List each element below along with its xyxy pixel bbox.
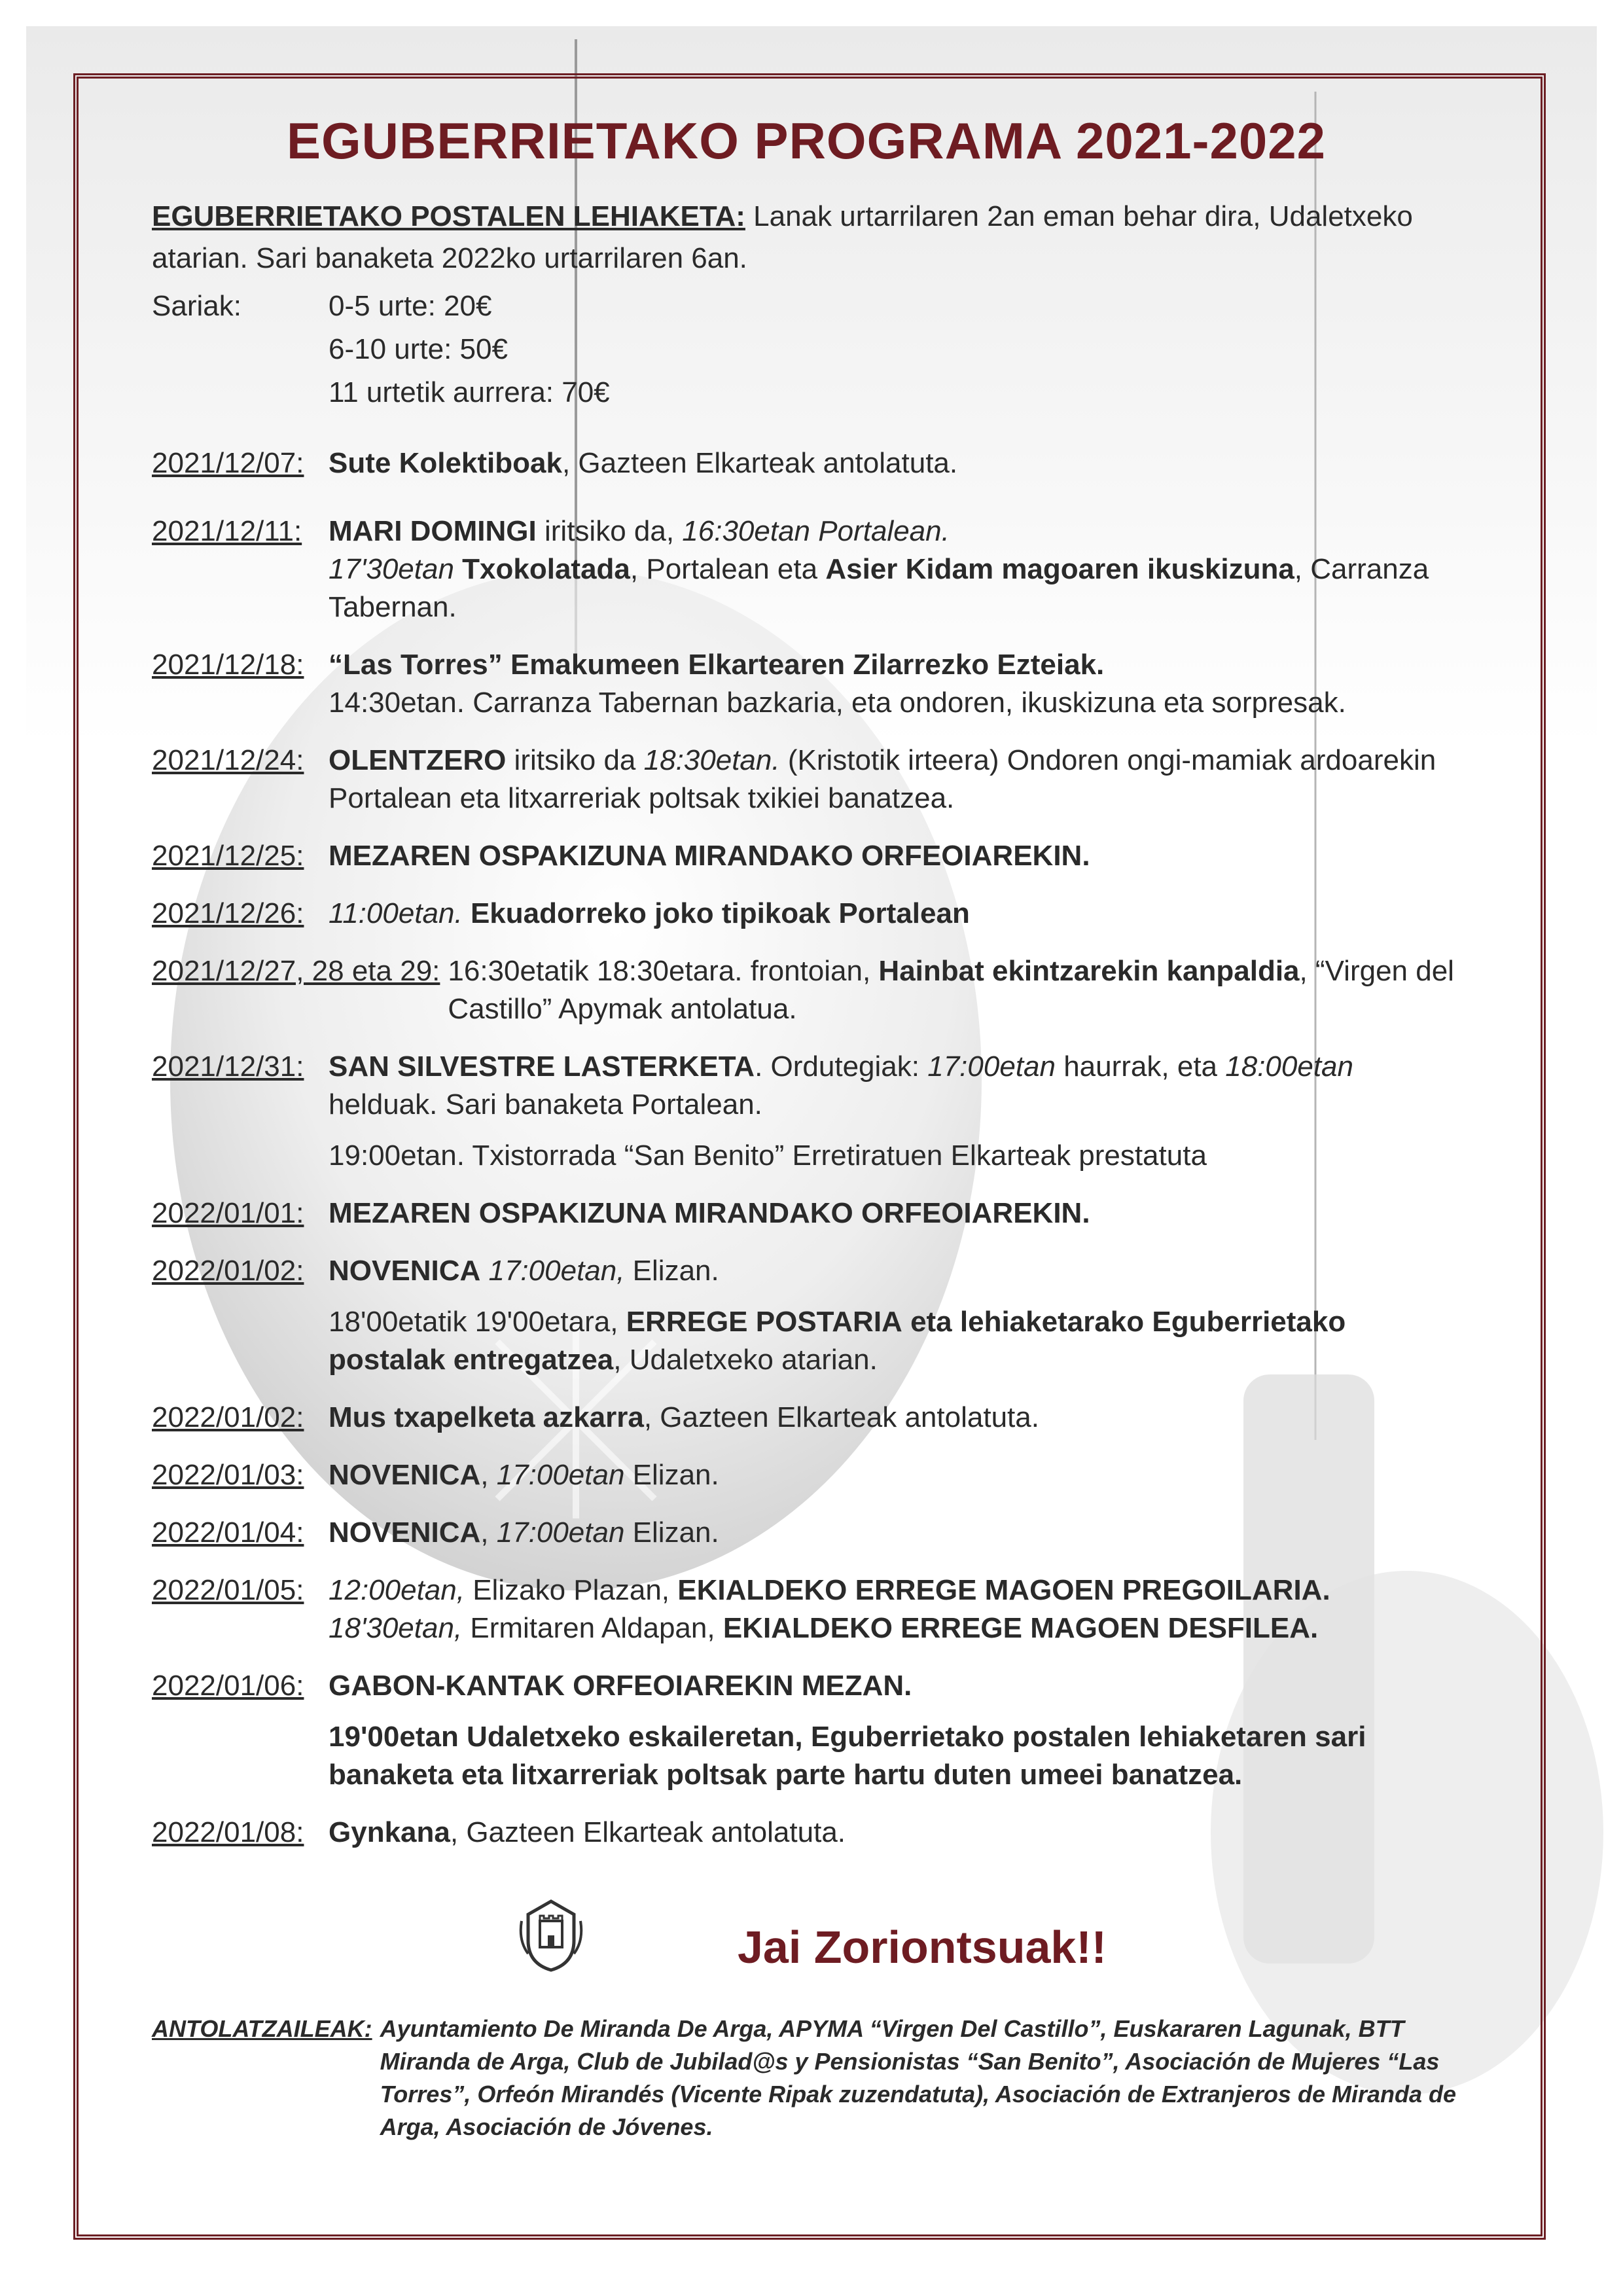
- event-row: [152, 1571, 1461, 1647]
- event-text: . Ordutegiak:: [755, 1050, 928, 1083]
- event-text: Elizan.: [624, 1255, 719, 1287]
- event-date: 2022/01/02:: [152, 1255, 304, 1287]
- footer-greeting: [152, 1895, 1461, 1973]
- event-paragraph: [329, 1571, 1461, 1647]
- event-paragraph: [329, 1814, 1461, 1852]
- event-text: 17'30etan: [329, 553, 454, 585]
- event-description: [329, 895, 1461, 933]
- event-text: MARI DOMINGI: [329, 515, 537, 547]
- event-text: Gynkana: [329, 1816, 450, 1848]
- event-paragraph: [329, 1399, 1461, 1437]
- event-row: [152, 646, 1461, 722]
- event-text: GABON-KANTAK ORFEOIAREKIN MEZAN.: [329, 1670, 912, 1702]
- event-paragraph: [329, 444, 1461, 482]
- event-text: , Carranza Tabernan.: [329, 553, 1429, 623]
- event-text: “Las Torres” Emakumeen Elkartearen Zilarrezko Ezteiak.: [329, 649, 1105, 681]
- event-row: [152, 1456, 1461, 1494]
- event-paragraph: [329, 1667, 1461, 1705]
- event-date: 2022/01/06:: [152, 1670, 304, 1702]
- event-text: Txokolatada: [462, 553, 630, 585]
- event-date: 2022/01/05:: [152, 1574, 304, 1606]
- event-row: [152, 512, 1461, 626]
- event-date: 2022/01/04:: [152, 1516, 304, 1549]
- event-text: Elizan.: [624, 1459, 719, 1491]
- event-text: MEZAREN OSPAKIZUNA MIRANDAKO ORFEOIAREKIN.: [329, 840, 1090, 872]
- event-row: [152, 895, 1461, 933]
- event-row: [152, 1194, 1461, 1232]
- organizers-text: Ayuntamiento De Miranda De Arga, APYMA “Virgen Del Castillo”, Euskararen Lagunak, BTT Miranda de Arga, Club de Jubilad@s y Pensionistas “San Benito”, Asociación de Mujeres “Las Torres”, Orfeón Mirandés (Vicente Ripak zuzendatuta), Asociación de Extranjeros de Miranda de Arga, Asociación de Jóvenes.: [380, 2015, 1457, 2140]
- event-text: 12:00etan,: [329, 1574, 465, 1606]
- event-text: iritsiko da,: [536, 515, 683, 547]
- prize-item: 6-10 urte: 50€: [329, 333, 508, 365]
- event-text: 18'00etatik 19'00etara,: [329, 1306, 626, 1338]
- event-text: ,: [480, 1516, 497, 1549]
- event-text: 14:30etan. Carranza Tabernan bazkaria, eta ondoren, ikuskizuna eta sorpresak.: [329, 687, 1346, 719]
- event-paragraph: [329, 1303, 1461, 1379]
- event-text: [902, 1306, 910, 1338]
- prizes-block: [152, 285, 1461, 414]
- event-text: 19'00etan Udaletxeko eskaileretan, Eguberrietako postalen lehiaketaren sari banaketa eta litxarreriak poltsak parte hartu duten umeei banatzea.: [329, 1721, 1366, 1791]
- event-text: 18:30etan.: [643, 744, 780, 776]
- event-description: [329, 1456, 1461, 1494]
- organizers: [152, 2013, 1461, 2144]
- event-text: Hainbat ekintzarekin kanpaldia: [878, 955, 1300, 987]
- event-row: [152, 444, 1461, 482]
- event-date: 2022/01/01:: [152, 1197, 304, 1229]
- event-description: [329, 1571, 1461, 1647]
- event-text: SAN SILVESTRE LASTERKETA: [329, 1050, 755, 1083]
- event-text: , Gazteen Elkarteak antolatuta.: [562, 447, 958, 479]
- event-paragraph: [329, 1048, 1461, 1124]
- event-row: [152, 1514, 1461, 1552]
- event-paragraph: [329, 1718, 1461, 1794]
- event-paragraph: [329, 1514, 1461, 1552]
- event-description: [329, 1048, 1461, 1175]
- event-text: Mus txapelketa azkarra: [329, 1401, 644, 1433]
- event-text: (Kristotik irteera) Ondoren ongi-mamiak ardoarekin Portalean eta litxarreriak poltsak txikiei banatzea.: [329, 744, 1436, 814]
- event-text: [454, 553, 462, 585]
- event-date: 2021/12/27, 28 eta 29:: [152, 955, 440, 987]
- event-description: [329, 646, 1461, 722]
- page-title: EGUBERRIETAKO PROGRAMA 2021-2022: [286, 112, 1327, 170]
- event-text: MEZAREN OSPAKIZUNA MIRANDAKO ORFEOIAREKIN.: [329, 1197, 1090, 1229]
- event-description: [329, 444, 1461, 482]
- event-description: [329, 1194, 1461, 1232]
- coat-of-arms-icon: [515, 1895, 587, 1973]
- intro-label: EGUBERRIETAKO POSTALEN LEHIAKETA:: [152, 200, 745, 232]
- event-paragraph: [329, 1252, 1461, 1290]
- event-text: , Udaletxeko atarian.: [613, 1344, 878, 1376]
- prize-item: 11 urtetik aurrera: 70€: [329, 376, 610, 408]
- event-date: 2021/12/25:: [152, 840, 304, 872]
- event-text: EKIALDEKO ERREGE MAGOEN PREGOILARIA.: [677, 1574, 1330, 1606]
- event-description: [329, 1399, 1461, 1437]
- event-description: [448, 952, 1461, 1028]
- event-paragraph: [329, 895, 1461, 933]
- document: [152, 98, 1461, 2144]
- event-text: 17:00etan: [496, 1459, 625, 1491]
- event-text: , Gazteen Elkarteak antolatuta.: [450, 1816, 846, 1848]
- prizes-list: [329, 285, 610, 414]
- event-row: [152, 1814, 1461, 1852]
- event-paragraph: [329, 646, 1461, 722]
- event-date: 2022/01/08:: [152, 1816, 304, 1848]
- event-text: NOVENICA: [329, 1255, 481, 1287]
- intro-text: Lanak urtarrilaren 2an eman behar dira, Udaletxeko atarian. Sari banaketa 2022ko urtarrilaren 6an.: [152, 200, 1413, 274]
- event-row: [152, 1667, 1461, 1794]
- event-text: [480, 1255, 488, 1287]
- event-text: Elizan.: [624, 1516, 719, 1549]
- event-text: Elizako Plazan,: [464, 1574, 678, 1606]
- event-text: eta lehiaketarako Eguberrietako postalak entregatzea: [329, 1306, 1346, 1376]
- event-date: 2021/12/26:: [152, 897, 304, 929]
- event-date: 2021/12/24:: [152, 744, 304, 776]
- event-text: EKIALDEKO ERREGE MAGOEN DESFILEA.: [722, 1612, 1319, 1644]
- event-description: [329, 1514, 1461, 1552]
- event-description: [329, 1252, 1461, 1379]
- event-date: 2022/01/03:: [152, 1459, 304, 1491]
- event-row: [152, 1399, 1461, 1437]
- prize-item: 0-5 urte: 20€: [329, 290, 492, 322]
- event-description: [329, 837, 1461, 875]
- event-date: 2021/12/07:: [152, 447, 304, 479]
- event-text: , “Virgen del Castillo” Apymak antolatua.: [448, 955, 1454, 1025]
- event-text: ERREGE POSTARIA: [626, 1306, 902, 1338]
- prizes-label: Sariak:: [152, 290, 241, 322]
- event-text: 11:00etan.: [329, 897, 463, 929]
- event-paragraph: [329, 837, 1461, 875]
- event-text: OLENTZERO: [329, 744, 507, 776]
- event-row: [152, 1048, 1461, 1175]
- event-text: 17:00etan,: [488, 1255, 625, 1287]
- event-description: [329, 512, 1461, 626]
- event-text: NOVENICA: [329, 1516, 481, 1549]
- event-date: 2021/12/18:: [152, 649, 304, 681]
- event-text: 16:30etatik 18:30etara. frontoian,: [448, 955, 879, 987]
- event-date: 2021/12/11:: [152, 515, 302, 547]
- event-text: NOVENICA: [329, 1459, 481, 1491]
- event-text: 18'30etan,: [329, 1612, 463, 1644]
- event-paragraph: [329, 1456, 1461, 1494]
- event-description: [329, 742, 1461, 817]
- event-date: 2021/12/31:: [152, 1050, 304, 1083]
- event-text: iritsiko da: [506, 744, 644, 776]
- event-text: Ermitaren Aldapan,: [462, 1612, 723, 1644]
- event-text: 17:00etan: [496, 1516, 625, 1549]
- event-text: helduak. Sari banaketa Portalean.: [329, 1088, 762, 1121]
- event-date: 2022/01/02:: [152, 1401, 304, 1433]
- event-text: Asier Kidam magoaren ikuskizuna: [825, 553, 1294, 585]
- event-paragraph: [329, 512, 1461, 626]
- event-text: 17:00etan: [927, 1050, 1056, 1083]
- event-description: [329, 1814, 1461, 1852]
- event-description: [329, 1667, 1461, 1794]
- event-row: [152, 742, 1461, 817]
- event-text: Ekuadorreko joko tipikoak Portalean: [470, 897, 970, 929]
- event-text: ,: [480, 1459, 497, 1491]
- event-paragraph: [329, 1137, 1461, 1175]
- event-text: 16:30etan Portalean.: [682, 515, 950, 547]
- event-text: , Portalean eta: [630, 553, 826, 585]
- events-list: [152, 444, 1461, 1852]
- event-paragraph: [329, 742, 1461, 817]
- event-text: 18:00etan: [1225, 1050, 1353, 1083]
- postcard-contest-intro: [152, 196, 1461, 279]
- greeting: Jai Zoriontsuak!!: [738, 1922, 1107, 1973]
- event-row: [152, 1252, 1461, 1379]
- event-paragraph: [448, 952, 1461, 1028]
- event-row: [152, 837, 1461, 875]
- event-row: [152, 952, 1461, 1028]
- event-text: Sute Kolektiboak: [329, 447, 562, 479]
- organizers-label: ANTOLATZAILEAK:: [152, 2015, 372, 2042]
- event-text: haurrak, eta: [1055, 1050, 1226, 1083]
- event-text: [463, 897, 471, 929]
- event-paragraph: [329, 1194, 1461, 1232]
- event-text: 19:00etan. Txistorrada “San Benito” Erretiratuen Elkarteak prestatuta: [329, 1139, 1207, 1172]
- event-text: , Gazteen Elkarteak antolatuta.: [643, 1401, 1039, 1433]
